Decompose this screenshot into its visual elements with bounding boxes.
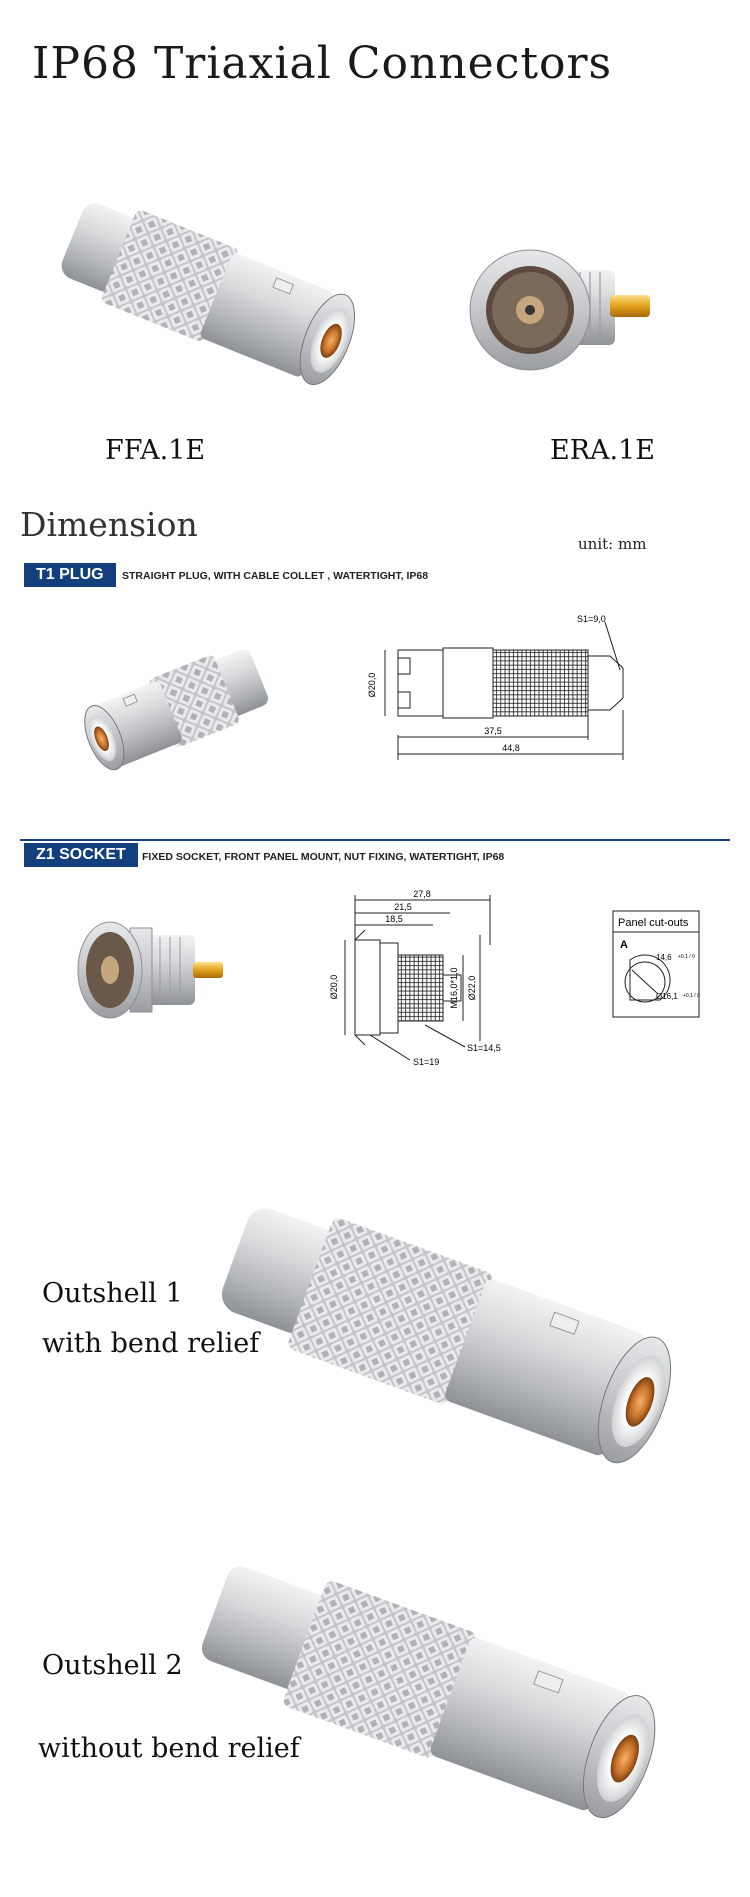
panel-cutout-dia-tol: +0,1 / 0	[683, 993, 700, 999]
plug-badge: T1 PLUG	[24, 563, 116, 587]
panel-cutout-dia: Ø16,1	[656, 992, 678, 1001]
panel-cutout-diagram	[612, 910, 702, 1020]
outshell-2-image	[200, 1530, 700, 1860]
panel-cutout-width: 14,6	[656, 953, 672, 962]
plug-s1-label: S1=9,0	[577, 614, 606, 624]
panel-cutout-letter: A	[620, 939, 628, 951]
outshell-1-subtitle: with bend relief	[42, 1328, 260, 1359]
socket-s1b-label: S1=19	[413, 1057, 440, 1067]
product-code-ffa: FFA.1E	[105, 435, 206, 466]
socket-d3-label: 18,5	[385, 914, 403, 924]
dimension-heading: Dimension	[20, 505, 198, 544]
t1-plug-drawing	[365, 610, 655, 770]
socket-d2-label: 21,5	[394, 902, 412, 912]
socket-divider	[20, 839, 730, 841]
plug-len1-label: 37,5	[484, 726, 502, 736]
z1-socket-image	[75, 910, 245, 1030]
outshell-1-image	[220, 1175, 720, 1505]
socket-badge: Z1 SOCKET	[24, 843, 138, 867]
t1-plug-image	[70, 630, 300, 780]
page-title: IP68 Triaxial Connectors	[32, 38, 613, 89]
panel-cutout-title: Panel cut-outs	[618, 917, 689, 929]
socket-description: FIXED SOCKET, FRONT PANEL MOUNT, NUT FIXING, WATERTIGHT, IP68	[142, 851, 505, 863]
outshell-1-title: Outshell 1	[42, 1278, 183, 1309]
era-socket-image	[455, 240, 670, 390]
z1-socket-drawing	[325, 885, 545, 1080]
ffa-plug-image	[40, 180, 420, 420]
product-code-era: ERA.1E	[550, 435, 656, 466]
panel-cutout-width-tol: +0,1 / 0	[678, 954, 695, 960]
socket-d1-label: 27,8	[413, 889, 431, 899]
unit-label: unit: mm	[578, 535, 647, 553]
socket-dia2-label: Ø22,0	[467, 975, 477, 1001]
outshell-2-title: Outshell 2	[42, 1650, 183, 1681]
outshell-2-subtitle: without bend relief	[38, 1733, 300, 1764]
socket-s1a-label: S1=14,5	[467, 1043, 501, 1053]
plug-dia-label: Ø20,0	[367, 672, 377, 698]
socket-dia-label: Ø20,0	[329, 974, 339, 1000]
socket-thread-label: M16,0*1,0	[449, 967, 459, 1009]
plug-description: STRAIGHT PLUG, WITH CABLE COLLET , WATERTIGHT, IP68	[122, 570, 429, 582]
plug-len2-label: 44,8	[502, 743, 520, 753]
